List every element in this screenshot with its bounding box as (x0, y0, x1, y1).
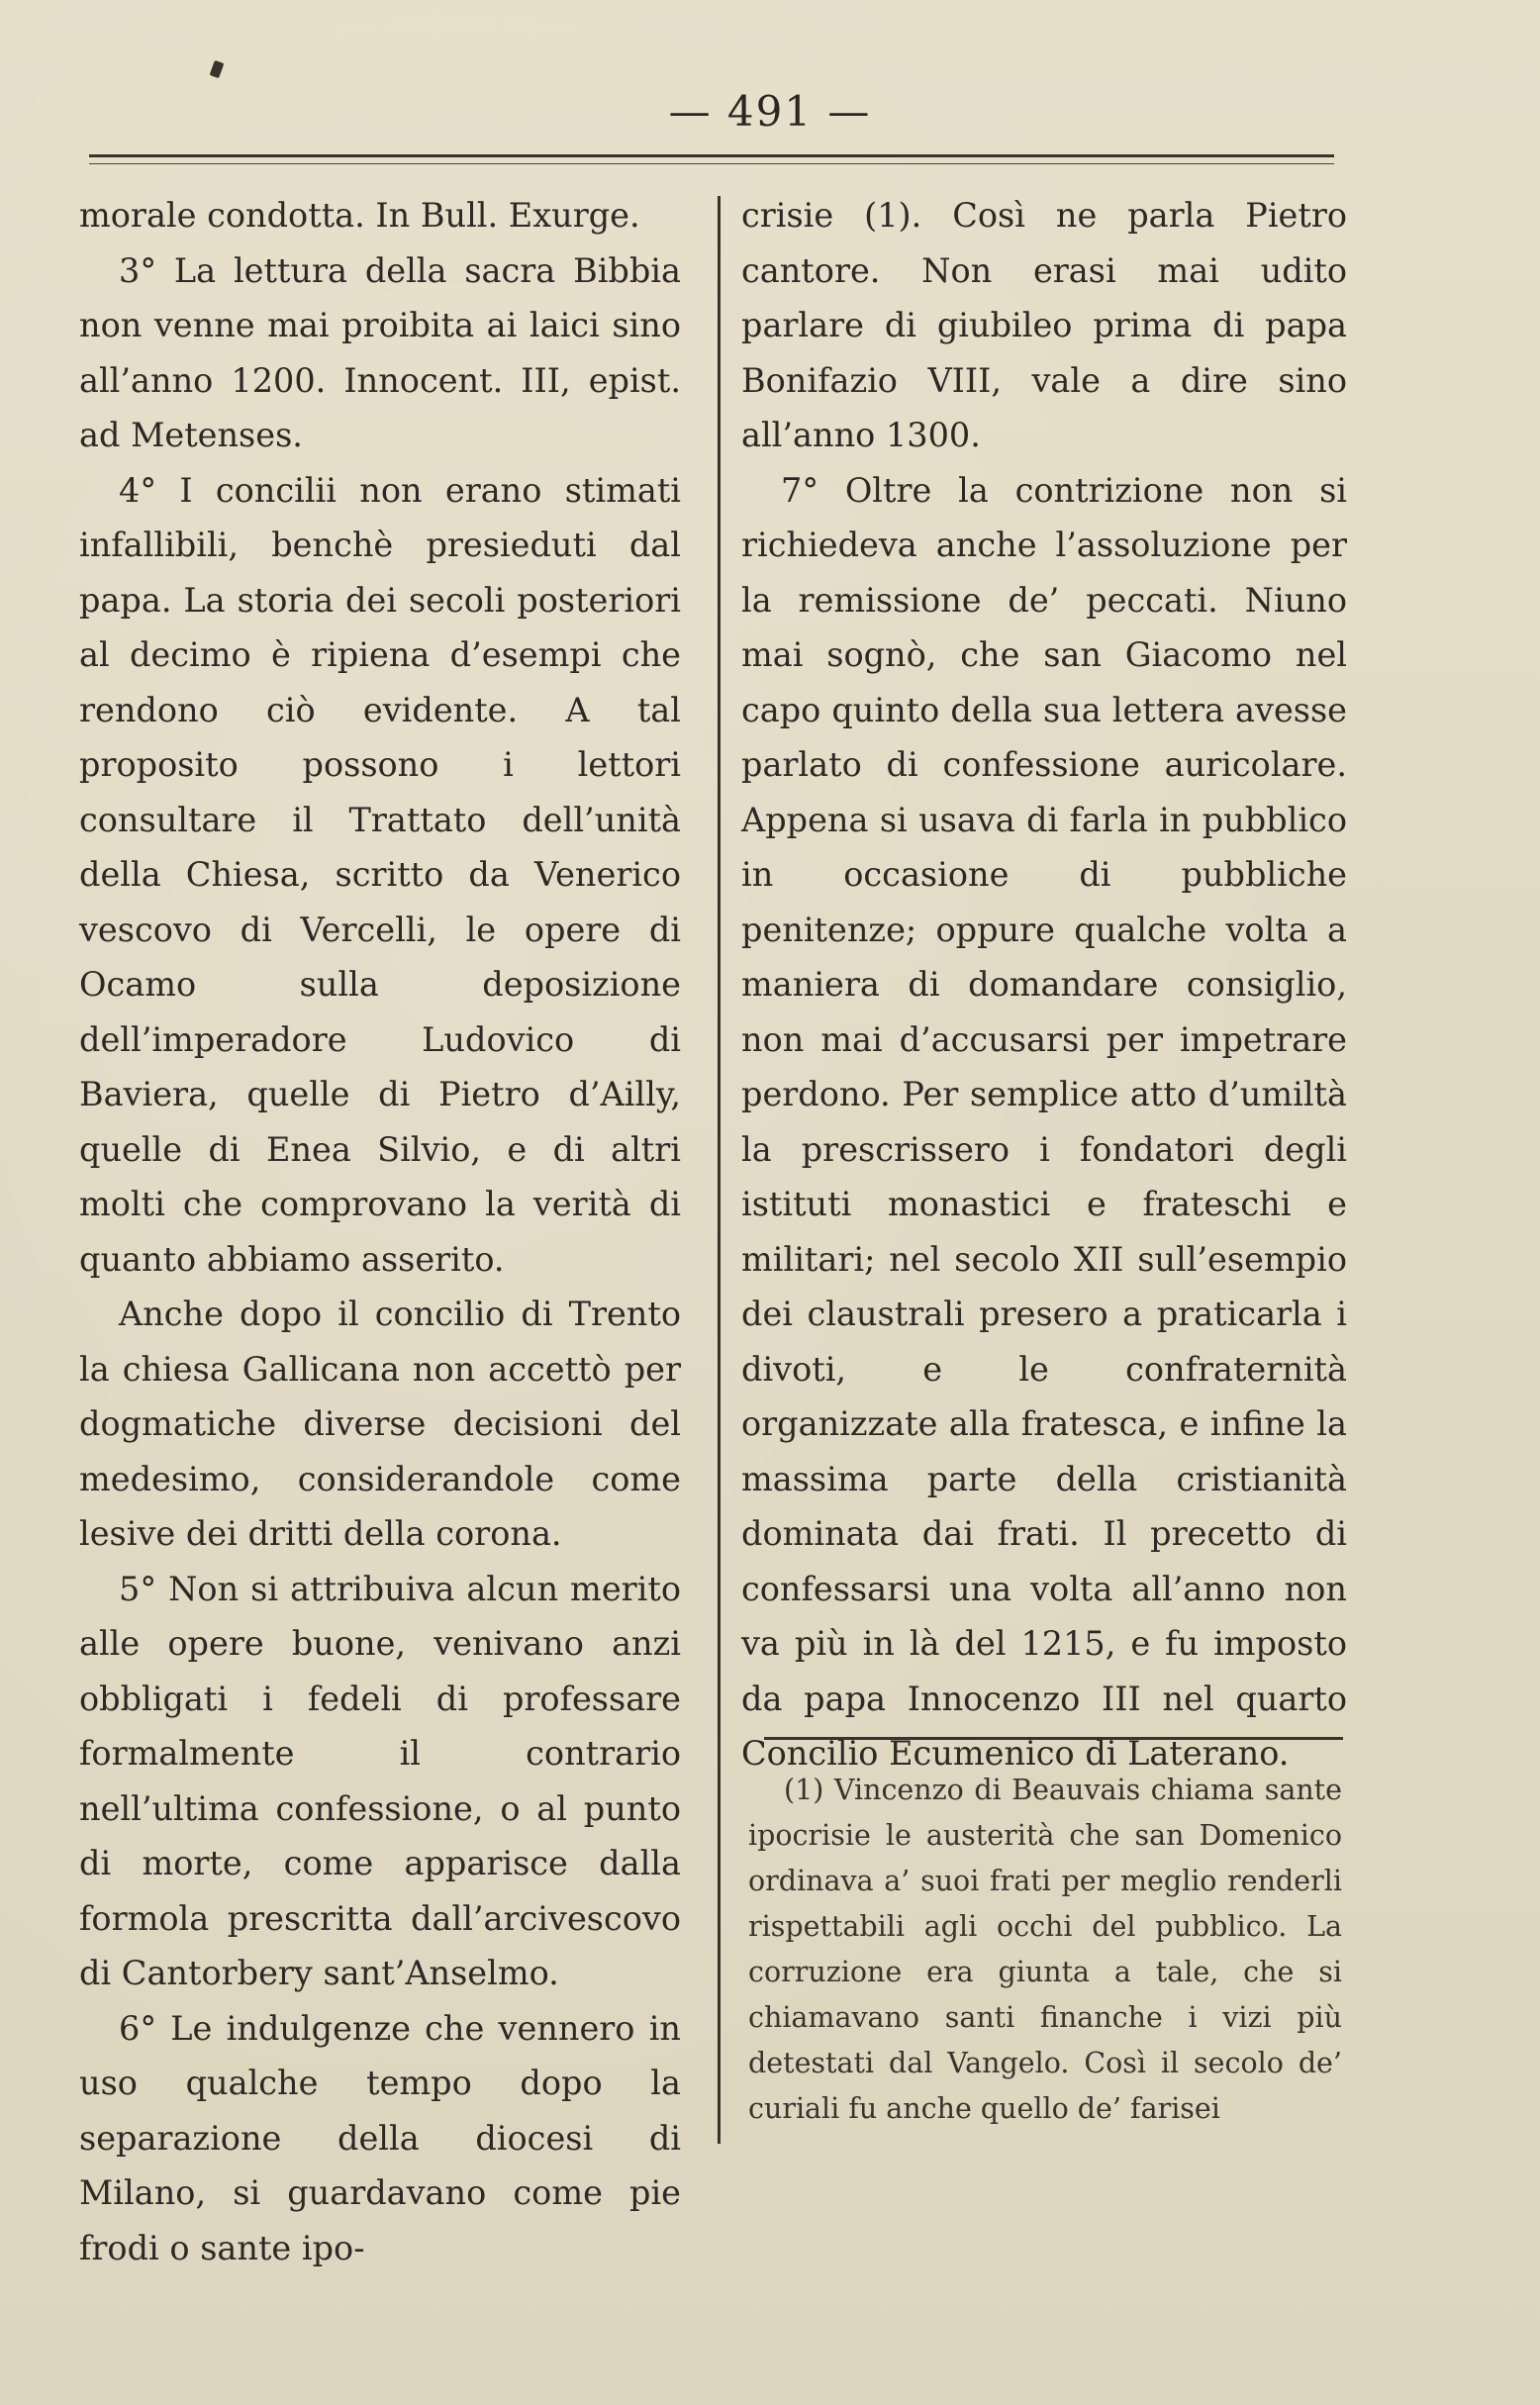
left-paragraph-4: Anche dopo il concilio di Trento la chiesa Gallicana non accettò per dogmatiche diverse decisioni del medesimo, considerandole come lesive dei dritti della corona. (79, 1295, 681, 1553)
left-column (79, 188, 681, 2275)
footnote-text: (1) Vincenzo di Beauvais chiama sante ipocrisie le austerità che san Domenico ordinava a’ suoi frati per meglio renderli rispettabili agli occhi del pubblico. La corruzione era giunta a tale, che si chiamavano santi finanche i vizi più detestati dal Vangelo. Così il secolo de’ curiali fu anche quello de’ farisei (748, 1774, 1342, 2125)
ink-mark (210, 60, 225, 78)
left-paragraph-5: 5° Non si attribuiva alcun merito alle opere buone, venivano anzi obbligati i fedeli di professare formalmente il contrario nell’ultima confessione, o al punto di morte, come apparisce dalla formola prescritta dall’arcivescovo di Cantorbery sant’Anselmo. (79, 1569, 681, 1992)
right-paragraph-2: 7° Oltre la contrizione non si richiedeva anche l’assoluzione per la remissione de’ peccati. Niuno mai sognò, che san Giacomo nel capo quinto della sua lettera avesse parlato di confessione auricolare. Appena si usava di farla in pubblico in occasione di pubbliche penitenze; oppure qualche volta a maniera di domandare consiglio, non mai d’accusarsi per impetrare perdono. Per semplice atto d’umiltà la prescrissero i fondatori degli istituti monastici e frateschi e militari; nel secolo XII sull’esempio dei claustrali presero a praticarla i divoti, e le confraternità organizzate alla fratesca, e infine la massima parte della cristianità dominata dai frati. Il precetto di confessarsi una volta all’anno non va più in là del 1215, e fu imposto da papa Innocenzo III nel quarto Concilio Ecumenico di Laterano. (741, 470, 1347, 1773)
footnote-rule (764, 1737, 1343, 1740)
left-paragraph-1: morale condotta. In Bull. Exurge. (79, 196, 640, 235)
header-rule-thin (89, 163, 1334, 164)
right-column (741, 188, 1347, 1781)
left-paragraph-2: 3° La lettura della sacra Bibbia non venne mai proibita ai laici sino all’anno 1200. Innocent. III, epist. ad Metenses. (79, 250, 681, 454)
column-divider (718, 196, 721, 2144)
left-paragraph-3: 4° I concilii non erano stimati infallibili, benchè presieduti dal papa. La storia dei secoli posteriori al decimo è ripiena d’esempi che rendono ciò evidente. A tal proposito possono i lettori consultare il Trattato dell’unità della Chiesa, scritto da Venerico vescovo di Vercelli, le opere di Ocamo sulla deposizione dell’imperadore Ludovico di Baviera, quelle di Pietro d’Ailly, quelle di Enea Silvio, e di altri molti che comprovano la verità di quanto abbiamo asserito. (79, 470, 681, 1279)
header-rule (89, 154, 1334, 157)
right-paragraph-1: crisie (1). Così ne parla Pietro cantore. Non erasi mai udito parlare di giubileo prima di papa Bonifazio VIII, vale a dire sino all’anno 1300. (741, 196, 1347, 454)
footnote (748, 1768, 1342, 2132)
left-paragraph-6: 6° Le indulgenze che vennero in uso qualche tempo dopo la separazione della diocesi di Milano, si guardavano come pie frodi o sante ipo- (79, 2008, 681, 2267)
page-number: — 491 — (668, 87, 872, 136)
